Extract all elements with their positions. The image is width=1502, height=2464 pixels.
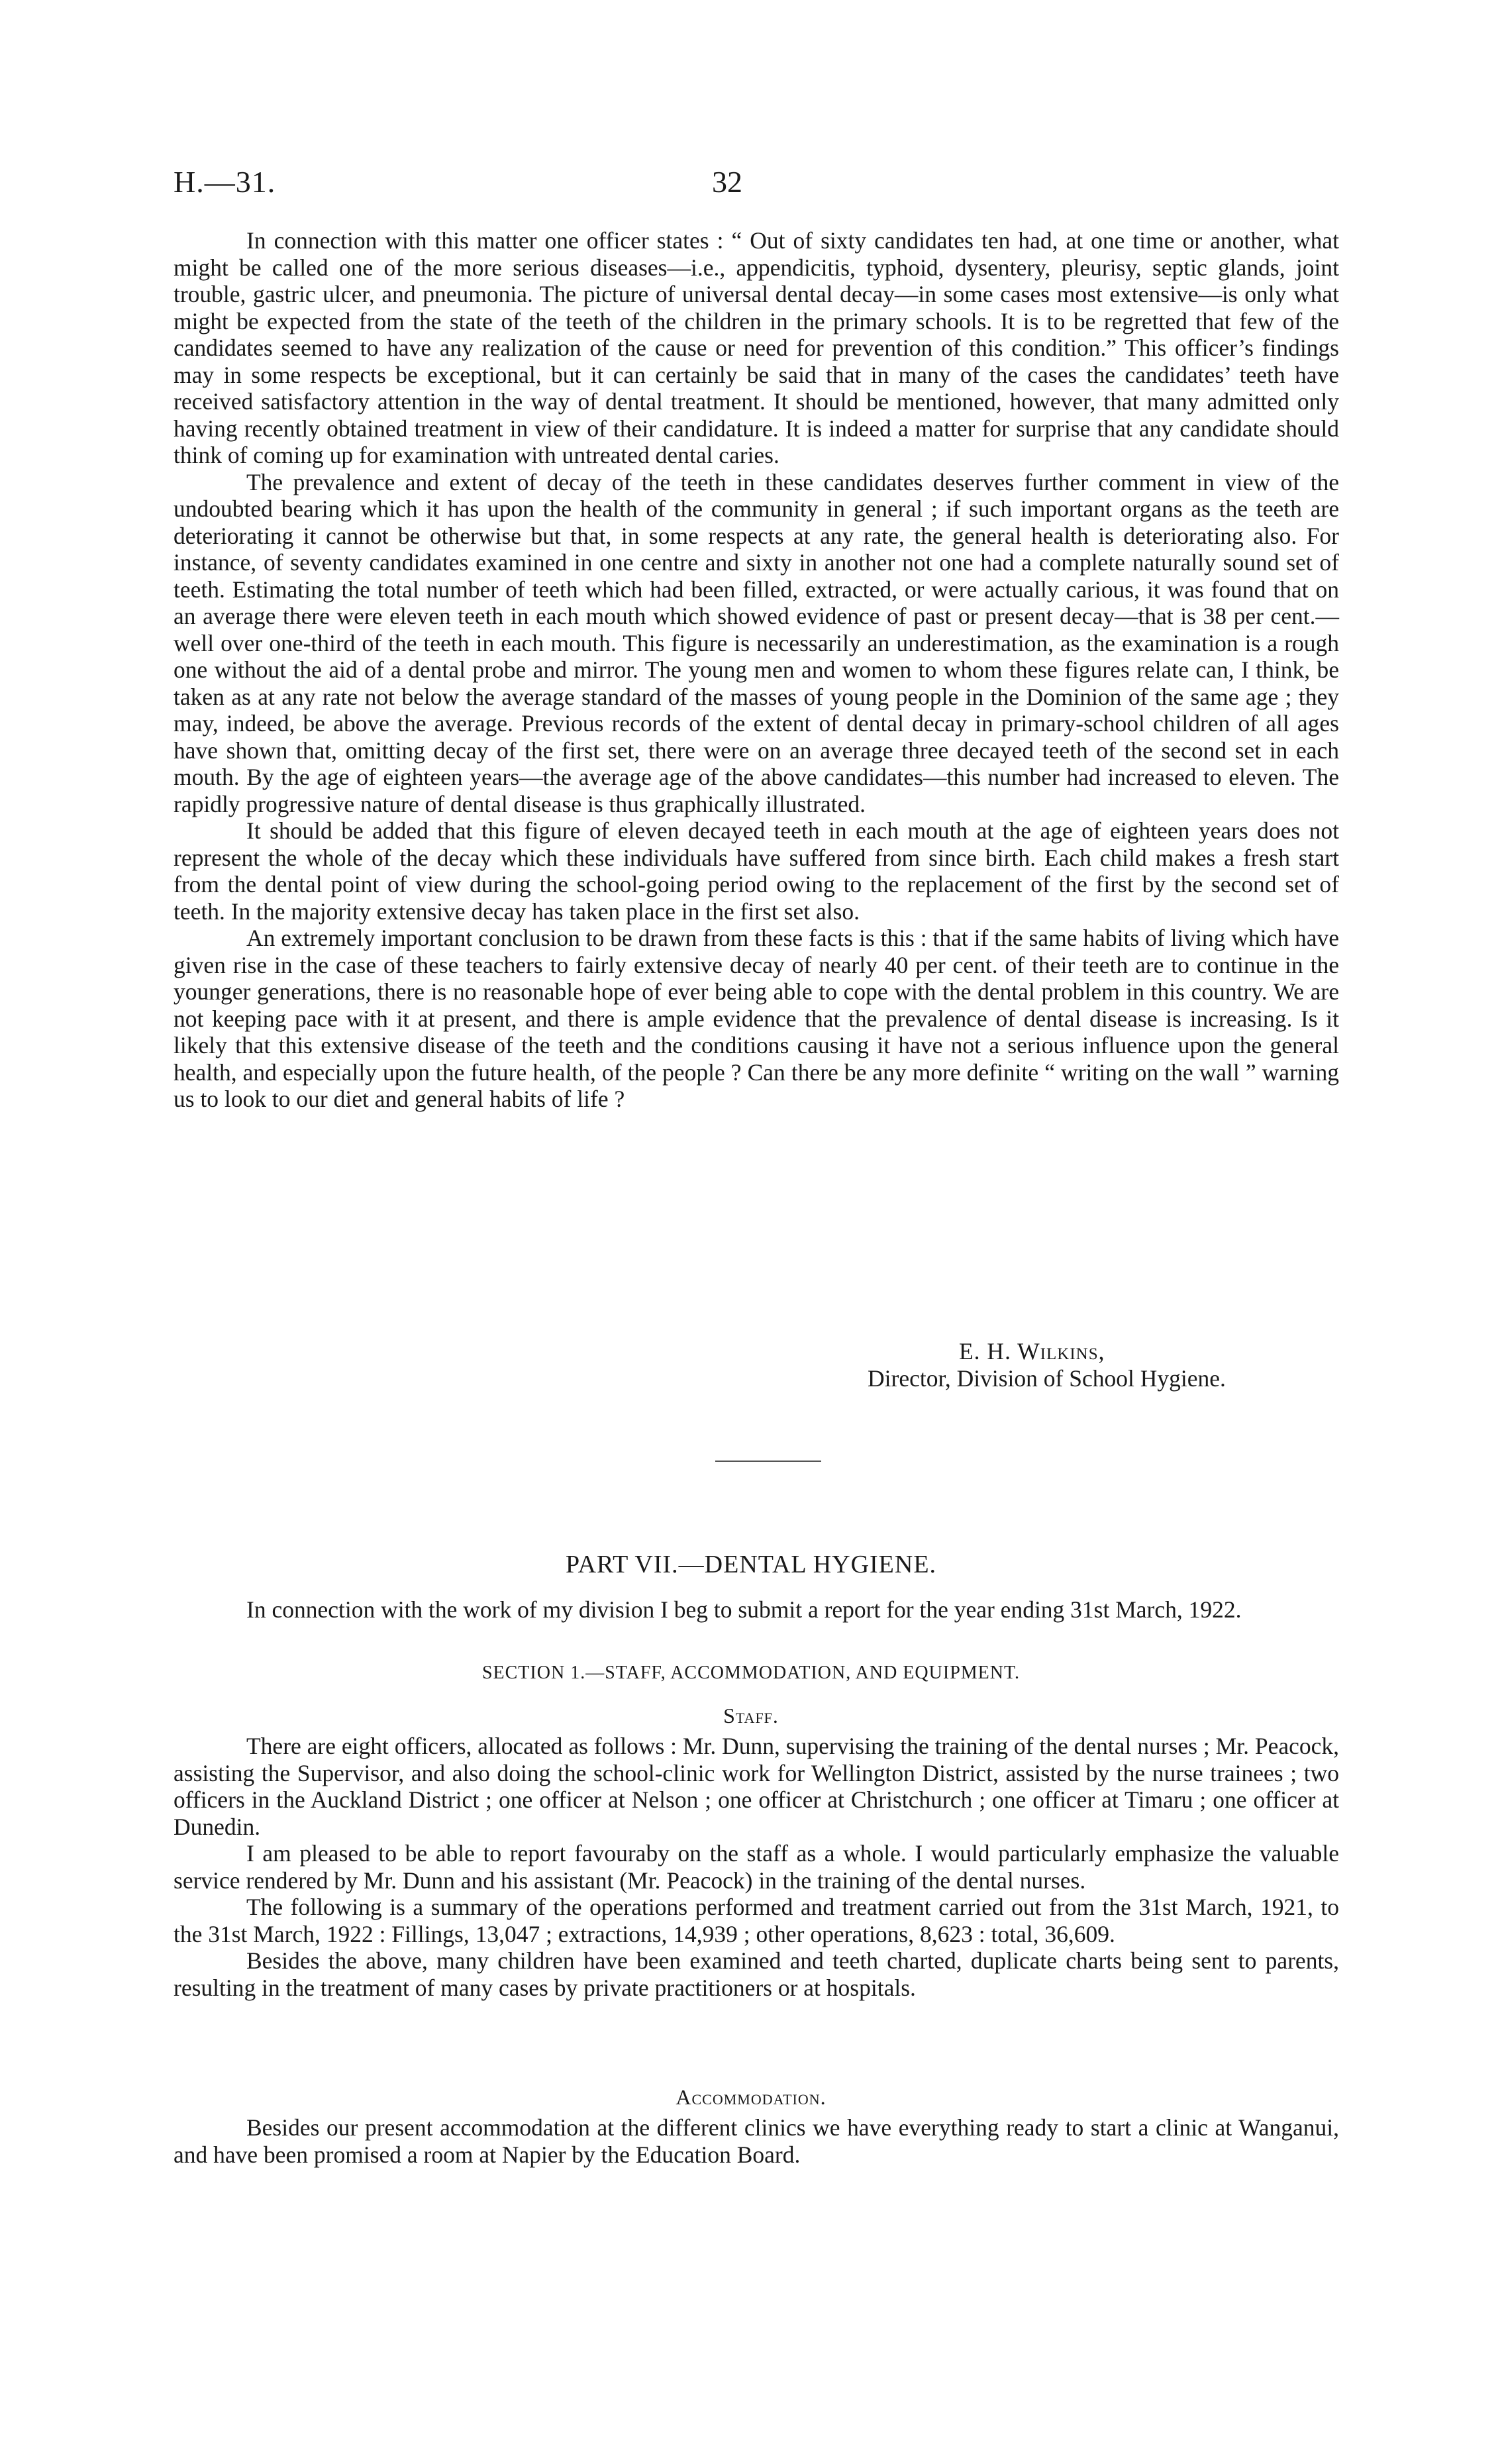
paragraph: Besides our present accommodation at the different clinics we have everything ready to start a clinic at Wanganui, and have been promised a room at Napier by the Education Board. (174, 2114, 1339, 2168)
page-number: 32 (712, 165, 742, 199)
paragraph: In connection with this matter one officer states : “ Out of sixty candidates ten had, at one time or another, what might be called one of the more serious diseases—i.e., appendicitis, typhoid, dysentery, pleurisy, septic glands, joint trouble, gastric ulcer, and pneumonia. The picture of universal dental decay—in some cases most extensive—is only what might be expected from the state of the teeth of the children in the primary schools. It is to be regretted that few of the candidates seemed to have any realization of the cause or need for prevention of this condition.” This officer’s findings may in some respects be exceptional, but it can certainly be said that in many of the cases the candidates’ teeth have received satisfactory attention in the way of dental treatment. It should be mentioned, however, that many admitted only having recently obtained treatment in view of their candidature. It is indeed a matter for surprise that any candidate should think of coming up for examination with untreated dental caries. (174, 227, 1339, 468)
accommodation-body (174, 2114, 1339, 2168)
accommodation-heading: Accommodation. (676, 2085, 826, 2109)
document-reference: H.—31. (174, 165, 276, 199)
staff-body (174, 1733, 1339, 2001)
paragraph: It should be added that this figure of eleven decayed teeth in each mouth at the age of eighteen years does not represent the whole of the decay which these individuals have suffered from since birth. Each child makes a fresh start from the dental point of view during the school-going period owing to the replacement of the first by the second set of teeth. In the majority extensive decay has taken place in the first set also. (174, 817, 1339, 925)
paragraph: In connection with the work of my division I beg to submit a report for the year ending 31st March, 1922. (246, 1596, 1242, 1623)
paragraph: There are eight officers, allocated as follows : Mr. Dunn, supervising the training of the dental nurses ; Mr. Peacock, assisting the Supervisor, and also doing the school-clinic work for Wellington District, assisted by the nurse trainees ; two officers in the Auckland District ; one officer at Nelson ; one officer at Christchurch ; one officer at Timaru ; one officer at Dunedin. (174, 1733, 1339, 1840)
paragraph: The prevalence and extent of decay of the teeth in these candidates deserves further comment in view of the undoubted bearing which it has upon the health of the community in general ; if such important organs as the teeth are deteriorating it cannot be otherwise but that, in some respects at any rate, the general health is deteriorating also. For instance, of seventy candidates examined in one centre and sixty in another not one had a complete naturally sound set of teeth. Estimating the total number of teeth which had been filled, extracted, or were actually carious, it was found that on an average there were eleven teeth in each mouth which showed evidence of past or present decay—that is 38 per cent.—well over one-third of the teeth in each mouth. This figure is necessarily an underestimation, as the examination is a rough one without the aid of a dental probe and mirror. The young men and women to whom these figures relate can, I think, be taken as at any rate not below the average standard of the masses of young people in the Dominion of the same age ; they may, indeed, be above the average. Previous records of the extent of dental decay in primary-school children of all ages have shown that, omitting decay of the first set, there were on an average three decayed teeth of the second set in each mouth. By the age of eighteen years—the average age of the above candidates—this number had increased to eleven. The rapidly progressive nature of dental disease is thus graphically illustrated. (174, 468, 1339, 817)
report-body (174, 227, 1339, 1113)
paragraph: An extremely important conclusion to be drawn from these facts is this : that if the same habits of living which have given rise in the case of these teachers to fairly extensive decay of nearly 40 per cent. of their teeth are to continue in the younger generations, there is no reasonable hope of ever being able to cope with the dental problem in this country. We are not keeping pace with it at present, and there is ample evidence that the prevalence of dental disease is increasing. Is it likely that this extensive disease of the teeth and the conditions causing it have not a serious influence upon the general health, and especially upon the future health, of the people ? Can there be any more definite “ writing on the wall ” warning us to look to our diet and general habits of life ? (174, 925, 1339, 1112)
section-divider (715, 1461, 821, 1462)
part-heading: PART VII.—DENTAL HYGIENE. (565, 1551, 937, 1578)
signature-title: Director, Division of School Hygiene. (868, 1365, 1226, 1392)
paragraph: I am pleased to be able to report favouraby on the staff as a whole. I would particularly emphasize the valuable service rendered by Mr. Dunn and his assistant (Mr. Peacock) in the training of the dental nurses. (174, 1840, 1339, 1894)
paragraph: Besides the above, many children have been examined and teeth charted, duplicate charts being sent to parents, resulting in the treatment of many cases by private practitioners or at hospitals. (174, 1947, 1339, 2001)
staff-heading: Staff. (723, 1704, 779, 1727)
paragraph: The following is a summary of the operations performed and treatment carried out from the 31st March, 1921, to the 31st March, 1922 : Fillings, 13,047 ; extractions, 14,939 ; other operations, 8,623 : total, 36,609. (174, 1894, 1339, 1947)
signature-name: E. H. Wilkins, (959, 1338, 1105, 1364)
part-intro (174, 1596, 1339, 1623)
section-heading: SECTION 1.—STAFF, ACCOMMODATION, AND EQUIPMENT. (481, 1663, 1021, 1683)
